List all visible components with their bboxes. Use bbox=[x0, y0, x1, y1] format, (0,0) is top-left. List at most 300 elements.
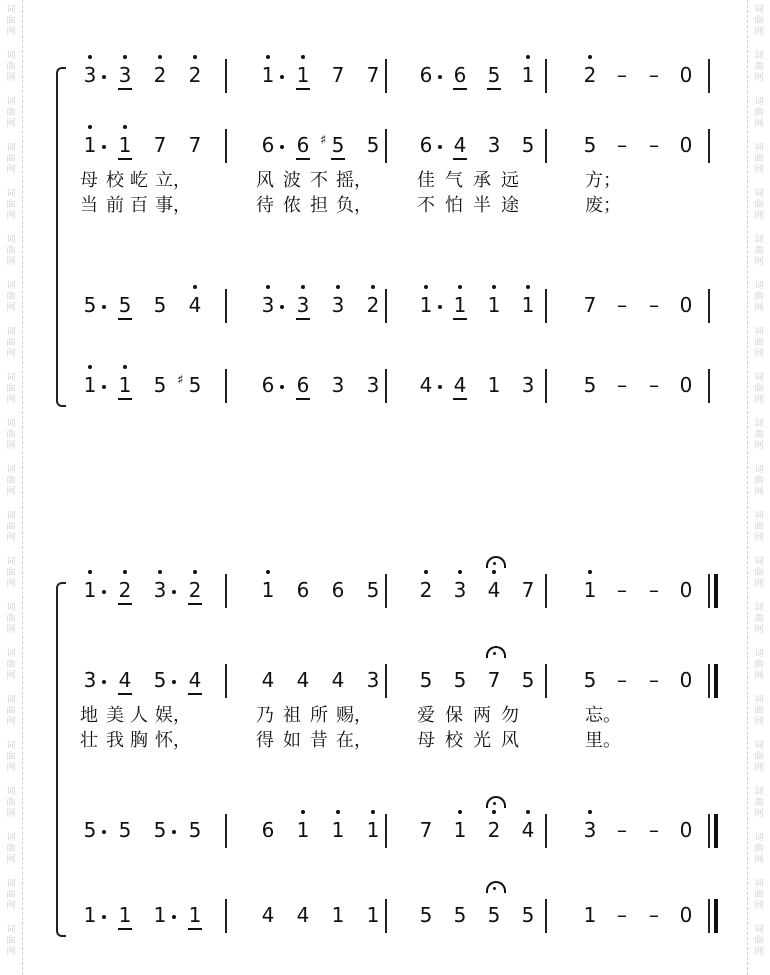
note-digit: – bbox=[617, 818, 627, 842]
note bbox=[612, 133, 632, 157]
note bbox=[580, 818, 600, 842]
note bbox=[258, 668, 278, 692]
note bbox=[258, 903, 278, 927]
note bbox=[80, 578, 100, 602]
note bbox=[115, 578, 135, 602]
note bbox=[80, 373, 100, 397]
note bbox=[115, 668, 135, 692]
note bbox=[185, 903, 205, 927]
note bbox=[150, 293, 170, 317]
note-digit: 1 bbox=[331, 903, 345, 927]
note bbox=[484, 818, 504, 842]
augmentation-dot bbox=[438, 385, 442, 389]
note bbox=[328, 578, 348, 602]
watermark-glyph: 曲 bbox=[6, 384, 16, 394]
lyric-char: 母 bbox=[417, 730, 435, 751]
system-brace bbox=[56, 582, 66, 937]
duration-underline bbox=[331, 158, 345, 160]
note-digit: 3 bbox=[296, 293, 310, 317]
note-digit: 1 bbox=[83, 373, 97, 397]
augmentation-dot bbox=[438, 145, 442, 149]
note-digit: 5 bbox=[583, 668, 597, 692]
note bbox=[185, 293, 205, 317]
note-digit: 7 bbox=[331, 63, 345, 87]
watermark-glyph: 词 bbox=[754, 511, 764, 521]
note-digit: 2 bbox=[419, 578, 433, 602]
note-digit: 1 bbox=[331, 818, 345, 842]
note-digit: 1 bbox=[83, 578, 97, 602]
watermark-glyph: 词 bbox=[6, 373, 16, 383]
note bbox=[328, 293, 348, 317]
duration-underline bbox=[487, 88, 501, 90]
note-digit: 6 bbox=[261, 818, 275, 842]
lyric-char: 侬 bbox=[283, 195, 301, 216]
note bbox=[293, 578, 313, 602]
watermark-glyph: 词 bbox=[6, 327, 16, 337]
lyric-char: 不 bbox=[310, 170, 328, 191]
note bbox=[258, 578, 278, 602]
note bbox=[258, 63, 278, 87]
note bbox=[258, 133, 278, 157]
watermark-glyph: 曲 bbox=[6, 890, 16, 900]
note-digit: 2 bbox=[487, 818, 501, 842]
watermark-glyph: 词 bbox=[754, 741, 764, 751]
note-digit: 5 bbox=[419, 668, 433, 692]
note-digit: 1 bbox=[83, 133, 97, 157]
note-digit: 4 bbox=[453, 373, 467, 397]
note-digit: 5 bbox=[153, 373, 167, 397]
note bbox=[416, 578, 436, 602]
note bbox=[518, 293, 538, 317]
watermark-glyph: 网 bbox=[6, 901, 16, 911]
watermark-glyph: 曲 bbox=[6, 522, 16, 532]
augmentation-dot bbox=[172, 830, 176, 834]
octave-dot bbox=[266, 55, 270, 59]
note-digit: – bbox=[617, 63, 627, 87]
watermark-glyph: 网 bbox=[6, 441, 16, 451]
note bbox=[484, 903, 504, 927]
watermark-glyph: 词 bbox=[754, 879, 764, 889]
watermark-glyph: 曲 bbox=[6, 430, 16, 440]
duration-underline bbox=[118, 603, 132, 605]
staff-line bbox=[0, 365, 770, 405]
watermark-glyph: 曲 bbox=[754, 108, 764, 118]
duration-underline bbox=[118, 398, 132, 400]
note-digit: 5 bbox=[331, 133, 345, 157]
watermark-glyph: 词 bbox=[6, 925, 16, 935]
fermata-icon bbox=[486, 796, 506, 808]
watermark-glyph: 词 bbox=[6, 97, 16, 107]
note bbox=[293, 818, 313, 842]
note-digit: 7 bbox=[583, 293, 597, 317]
octave-dot bbox=[526, 55, 530, 59]
fermata-icon bbox=[486, 556, 506, 568]
note-digit: 1 bbox=[296, 818, 310, 842]
note-digit: 5 bbox=[487, 63, 501, 87]
system-brace bbox=[56, 67, 66, 407]
duration-underline bbox=[118, 693, 132, 695]
note-digit: 4 bbox=[419, 373, 433, 397]
note bbox=[580, 373, 600, 397]
watermark-glyph: 曲 bbox=[754, 430, 764, 440]
lyric-line bbox=[0, 705, 770, 727]
note bbox=[363, 668, 383, 692]
note bbox=[258, 373, 278, 397]
score-system bbox=[0, 55, 770, 435]
augmentation-dot bbox=[280, 385, 284, 389]
barline bbox=[225, 369, 227, 403]
lyric-char: 百 bbox=[130, 195, 148, 216]
lyric-char: 待 bbox=[256, 195, 274, 216]
watermark-glyph: 网 bbox=[6, 579, 16, 589]
note-digit: 1 bbox=[118, 373, 132, 397]
watermark-glyph: 网 bbox=[754, 257, 764, 267]
lyric-char: 途 bbox=[501, 195, 519, 216]
note bbox=[518, 63, 538, 87]
note-digit: 5 bbox=[118, 293, 132, 317]
lyric-char: 立， bbox=[155, 170, 191, 191]
note-digit: 0 bbox=[679, 578, 693, 602]
duration-underline bbox=[188, 693, 202, 695]
note-digit: 1 bbox=[419, 293, 433, 317]
barline bbox=[545, 369, 547, 403]
barline bbox=[545, 289, 547, 323]
note-digit: 4 bbox=[296, 668, 310, 692]
note-digit: 1 bbox=[453, 818, 467, 842]
watermark-glyph: 曲 bbox=[6, 246, 16, 256]
note bbox=[293, 133, 313, 157]
fermata-icon bbox=[486, 881, 506, 893]
augmentation-dot bbox=[102, 305, 106, 309]
note-digit: 5 bbox=[583, 373, 597, 397]
note bbox=[363, 293, 383, 317]
lyric-char: 娱， bbox=[155, 705, 191, 726]
augmentation-dot bbox=[172, 915, 176, 919]
watermark-glyph: 网 bbox=[6, 73, 16, 83]
note bbox=[518, 668, 538, 692]
note bbox=[676, 818, 696, 842]
lyric-char: 不 bbox=[417, 195, 435, 216]
note bbox=[150, 818, 170, 842]
note-digit: 2 bbox=[118, 578, 132, 602]
watermark-glyph: 网 bbox=[6, 349, 16, 359]
lyric-char: 佳 bbox=[417, 170, 435, 191]
barline bbox=[385, 664, 387, 698]
note bbox=[676, 373, 696, 397]
octave-dot bbox=[123, 125, 127, 129]
note bbox=[185, 133, 205, 157]
watermark-glyph: 网 bbox=[6, 303, 16, 313]
lyric-char: 波 bbox=[283, 170, 301, 191]
watermark-glyph: 词 bbox=[6, 5, 16, 15]
watermark-glyph: 词 bbox=[754, 465, 764, 475]
barline bbox=[225, 289, 227, 323]
note bbox=[518, 903, 538, 927]
note bbox=[518, 133, 538, 157]
note-digit: 4 bbox=[261, 668, 275, 692]
barline bbox=[385, 59, 387, 93]
watermark-glyph: 网 bbox=[6, 211, 16, 221]
note-digit: 1 bbox=[583, 903, 597, 927]
lyric-char: 赐， bbox=[336, 705, 372, 726]
octave-dot bbox=[588, 570, 592, 574]
note-digit: 5 bbox=[453, 668, 467, 692]
note bbox=[150, 578, 170, 602]
note bbox=[676, 578, 696, 602]
staff-line bbox=[0, 660, 770, 700]
watermark-glyph: 曲 bbox=[6, 62, 16, 72]
note-digit: 5 bbox=[83, 293, 97, 317]
note-digit: – bbox=[617, 903, 627, 927]
note bbox=[150, 63, 170, 87]
staff-line bbox=[0, 895, 770, 935]
note bbox=[416, 63, 436, 87]
note-digit: 5 bbox=[521, 903, 535, 927]
barline bbox=[225, 574, 227, 608]
note-digit: 1 bbox=[296, 63, 310, 87]
note-digit: 4 bbox=[188, 668, 202, 692]
note bbox=[363, 818, 383, 842]
note bbox=[644, 293, 664, 317]
note-digit: 1 bbox=[83, 903, 97, 927]
note-digit: 7 bbox=[366, 63, 380, 87]
note bbox=[676, 293, 696, 317]
octave-dot bbox=[492, 810, 496, 814]
note bbox=[115, 133, 135, 157]
lyric-char: 校 bbox=[106, 170, 124, 191]
barline bbox=[545, 814, 547, 848]
watermark-glyph: 网 bbox=[754, 901, 764, 911]
watermark-glyph: 曲 bbox=[6, 844, 16, 854]
watermark-glyph: 词 bbox=[6, 511, 16, 521]
note-digit: – bbox=[649, 63, 659, 87]
lyric-char: 前 bbox=[106, 195, 124, 216]
note bbox=[80, 903, 100, 927]
watermark-glyph: 曲 bbox=[754, 568, 764, 578]
note bbox=[676, 133, 696, 157]
watermark-glyph: 网 bbox=[754, 533, 764, 543]
barline bbox=[545, 664, 547, 698]
watermark-glyph: 曲 bbox=[6, 108, 16, 118]
watermark-glyph: 网 bbox=[6, 717, 16, 727]
duration-underline bbox=[453, 88, 467, 90]
lyric-char: 勿 bbox=[501, 705, 519, 726]
note-digit: 3 bbox=[83, 63, 97, 87]
note-digit: 6 bbox=[453, 63, 467, 87]
note-digit: 5 bbox=[118, 818, 132, 842]
note-digit: 0 bbox=[679, 668, 693, 692]
watermark-glyph: 网 bbox=[6, 165, 16, 175]
note-digit: 7 bbox=[487, 668, 501, 692]
note-digit: 0 bbox=[679, 903, 693, 927]
note-digit: 1 bbox=[188, 903, 202, 927]
final-barline bbox=[714, 814, 718, 848]
duration-underline bbox=[296, 398, 310, 400]
note bbox=[363, 578, 383, 602]
note-digit: 4 bbox=[118, 668, 132, 692]
note bbox=[612, 293, 632, 317]
watermark-glyph: 网 bbox=[754, 625, 764, 635]
watermark-glyph: 曲 bbox=[6, 154, 16, 164]
note-digit: 2 bbox=[153, 63, 167, 87]
watermark-glyph: 网 bbox=[754, 73, 764, 83]
note bbox=[115, 63, 135, 87]
staff-line bbox=[0, 125, 770, 165]
watermark-glyph: 网 bbox=[6, 809, 16, 819]
note-digit: 1 bbox=[261, 578, 275, 602]
lyric-char: 母 bbox=[80, 170, 98, 191]
octave-dot bbox=[193, 55, 197, 59]
lyric-char: 校 bbox=[445, 730, 463, 751]
barline bbox=[385, 899, 387, 933]
note bbox=[320, 133, 348, 157]
note bbox=[450, 133, 470, 157]
barline bbox=[385, 129, 387, 163]
duration-underline bbox=[296, 158, 310, 160]
augmentation-dot bbox=[438, 305, 442, 309]
note bbox=[580, 63, 600, 87]
note-digit: – bbox=[649, 668, 659, 692]
watermark-glyph: 词 bbox=[754, 833, 764, 843]
note bbox=[80, 63, 100, 87]
note-digit: – bbox=[649, 903, 659, 927]
octave-dot bbox=[424, 570, 428, 574]
note bbox=[328, 668, 348, 692]
octave-dot bbox=[88, 570, 92, 574]
note bbox=[328, 63, 348, 87]
note-digit: 1 bbox=[366, 818, 380, 842]
note-digit: 4 bbox=[521, 818, 535, 842]
note bbox=[293, 373, 313, 397]
note-digit: 7 bbox=[188, 133, 202, 157]
octave-dot bbox=[336, 810, 340, 814]
watermark-glyph: 词 bbox=[6, 787, 16, 797]
note-digit: 5 bbox=[83, 818, 97, 842]
barline bbox=[385, 369, 387, 403]
note bbox=[450, 373, 470, 397]
octave-dot bbox=[193, 570, 197, 574]
note-digit: 3 bbox=[366, 373, 380, 397]
watermark-glyph: 词 bbox=[754, 925, 764, 935]
note-digit: 5 bbox=[521, 668, 535, 692]
barline bbox=[708, 369, 710, 403]
augmentation-dot bbox=[102, 680, 106, 684]
barline bbox=[225, 814, 227, 848]
duration-underline bbox=[453, 318, 467, 320]
note bbox=[580, 668, 600, 692]
watermark-glyph: 曲 bbox=[6, 752, 16, 762]
octave-dot bbox=[492, 570, 496, 574]
duration-underline bbox=[118, 158, 132, 160]
note bbox=[518, 578, 538, 602]
watermark-glyph: 网 bbox=[6, 947, 16, 957]
watermark-glyph: 曲 bbox=[754, 798, 764, 808]
note bbox=[580, 903, 600, 927]
watermark-glyph: 曲 bbox=[754, 16, 764, 26]
augmentation-dot bbox=[102, 145, 106, 149]
watermark-glyph: 曲 bbox=[754, 200, 764, 210]
augmentation-dot bbox=[172, 680, 176, 684]
lyric-char: 怀， bbox=[155, 730, 191, 751]
note-digit: 3 bbox=[83, 668, 97, 692]
watermark-glyph: 词 bbox=[754, 557, 764, 567]
lyric-char: 保 bbox=[445, 705, 463, 726]
watermark-glyph: 网 bbox=[6, 533, 16, 543]
note-digit: 6 bbox=[419, 133, 433, 157]
watermark-glyph: 曲 bbox=[754, 752, 764, 762]
note bbox=[484, 668, 504, 692]
watermark-glyph: 网 bbox=[754, 763, 764, 773]
watermark-glyph: 词 bbox=[6, 143, 16, 153]
barline bbox=[225, 899, 227, 933]
octave-dot bbox=[301, 55, 305, 59]
lyric-char: 远 bbox=[501, 170, 519, 191]
augmentation-dot bbox=[102, 915, 106, 919]
note-digit: – bbox=[617, 373, 627, 397]
watermark-glyph: 曲 bbox=[754, 706, 764, 716]
note-digit: 3 bbox=[366, 668, 380, 692]
note bbox=[676, 668, 696, 692]
watermark-glyph: 词 bbox=[6, 189, 16, 199]
watermark-glyph: 曲 bbox=[754, 476, 764, 486]
watermark-glyph: 曲 bbox=[754, 890, 764, 900]
watermark-glyph: 曲 bbox=[6, 614, 16, 624]
note-digit: 6 bbox=[296, 578, 310, 602]
barline bbox=[385, 814, 387, 848]
watermark-glyph: 词 bbox=[754, 695, 764, 705]
note-digit: 5 bbox=[419, 903, 433, 927]
note bbox=[293, 293, 313, 317]
barline bbox=[545, 899, 547, 933]
note bbox=[484, 293, 504, 317]
note bbox=[416, 668, 436, 692]
note-digit: 6 bbox=[296, 373, 310, 397]
watermark-glyph: 词 bbox=[754, 373, 764, 383]
barline bbox=[708, 59, 710, 93]
note-digit: 5 bbox=[366, 133, 380, 157]
octave-dot bbox=[424, 285, 428, 289]
watermark-glyph: 词 bbox=[6, 741, 16, 751]
barline bbox=[225, 664, 227, 698]
watermark-glyph: 网 bbox=[6, 625, 16, 635]
lyric-char: 两 bbox=[473, 705, 491, 726]
note-digit: 5 bbox=[521, 133, 535, 157]
note-digit: 1 bbox=[487, 293, 501, 317]
watermark-glyph: 网 bbox=[6, 855, 16, 865]
watermark-glyph: 网 bbox=[6, 487, 16, 497]
note bbox=[580, 133, 600, 157]
barline bbox=[385, 289, 387, 323]
note bbox=[258, 818, 278, 842]
watermark-glyph: 网 bbox=[6, 763, 16, 773]
note bbox=[115, 373, 135, 397]
note bbox=[612, 63, 632, 87]
note-digit: 4 bbox=[487, 578, 501, 602]
lyric-line bbox=[0, 170, 770, 192]
note-digit: 6 bbox=[419, 63, 433, 87]
lyric-char: 所 bbox=[310, 705, 328, 726]
note bbox=[580, 293, 600, 317]
note bbox=[80, 293, 100, 317]
note bbox=[612, 668, 632, 692]
watermark-glyph: 曲 bbox=[754, 154, 764, 164]
watermark-glyph: 词 bbox=[754, 5, 764, 15]
watermark-glyph: 网 bbox=[754, 211, 764, 221]
watermark-glyph: 网 bbox=[754, 947, 764, 957]
duration-underline bbox=[118, 318, 132, 320]
note-digit: 3 bbox=[118, 63, 132, 87]
barline bbox=[545, 129, 547, 163]
